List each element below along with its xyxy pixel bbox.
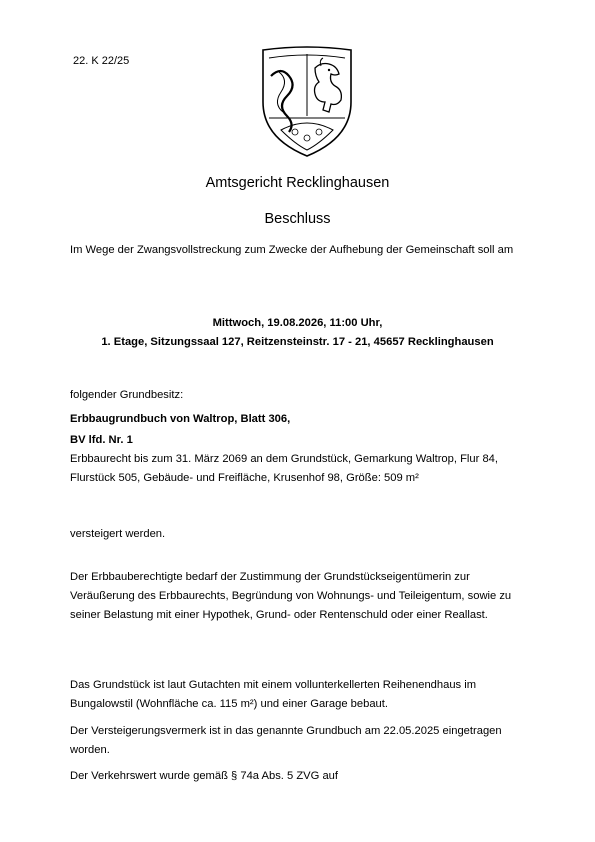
value-paragraph: Der Verkehrswert wurde gemäß § 74a Abs. 5 ZVG auf [70,770,339,782]
case-reference: 22. K 22/25 [73,55,130,67]
auction-phrase: versteigert werden. [70,528,166,540]
register-book: Erbbaugrundbuch von Waltrop, Blatt 306, [70,413,291,425]
document-title: Beschluss [264,211,331,227]
consent-paragraph: Der Erbbauberechtigte bedarf der Zustimmung der Grundstückseigentümerin zur Veräußerung des Erbbaurechts, Begründung von Wohnungs- und Teileigentum, sowie zu seiner Belastung mit einer Hypothek, Grund- oder Rentenschuld oder einer Reallast. [70,571,512,621]
register-description: Erbbaurecht bis zum 31. März 2069 an dem Grundstück, Gemarkung Waltrop, Flur 84, Flurstück 505, Gebäude- und Freifläche, Krusenhof 98, Größe: 509 m² [70,453,499,484]
building-paragraph: Das Grundstück ist laut Gutachten mit einem vollunterkellerten Reihenendhaus im Bungalowstil (Wohnfläche ca. 115 m²) und einer Garage bebaut. [70,679,477,710]
intro-text: Im Wege der Zwangsvollstreckung zum Zwecke der Aufhebung der Gemeinschaft soll am [70,244,514,256]
appointment-location: 1. Etage, Sitzungssaal 127, Reitzensteinstr. 17 - 21, 45657 Recklinghausen [101,336,494,348]
property-intro: folgender Grundbesitz: [70,389,184,401]
register-entry: BV lfd. Nr. 1 [70,434,133,446]
appointment-date: Mittwoch, 19.08.2026, 11:00 Uhr, [212,317,383,329]
nrw-coat-of-arms-icon [259,46,355,158]
registration-paragraph: Der Versteigerungsvermerk ist in das genannte Grundbuch am 22.05.2025 eingetragen worden. [70,725,502,756]
court-name: Amtsgericht Recklinghausen [205,175,390,191]
